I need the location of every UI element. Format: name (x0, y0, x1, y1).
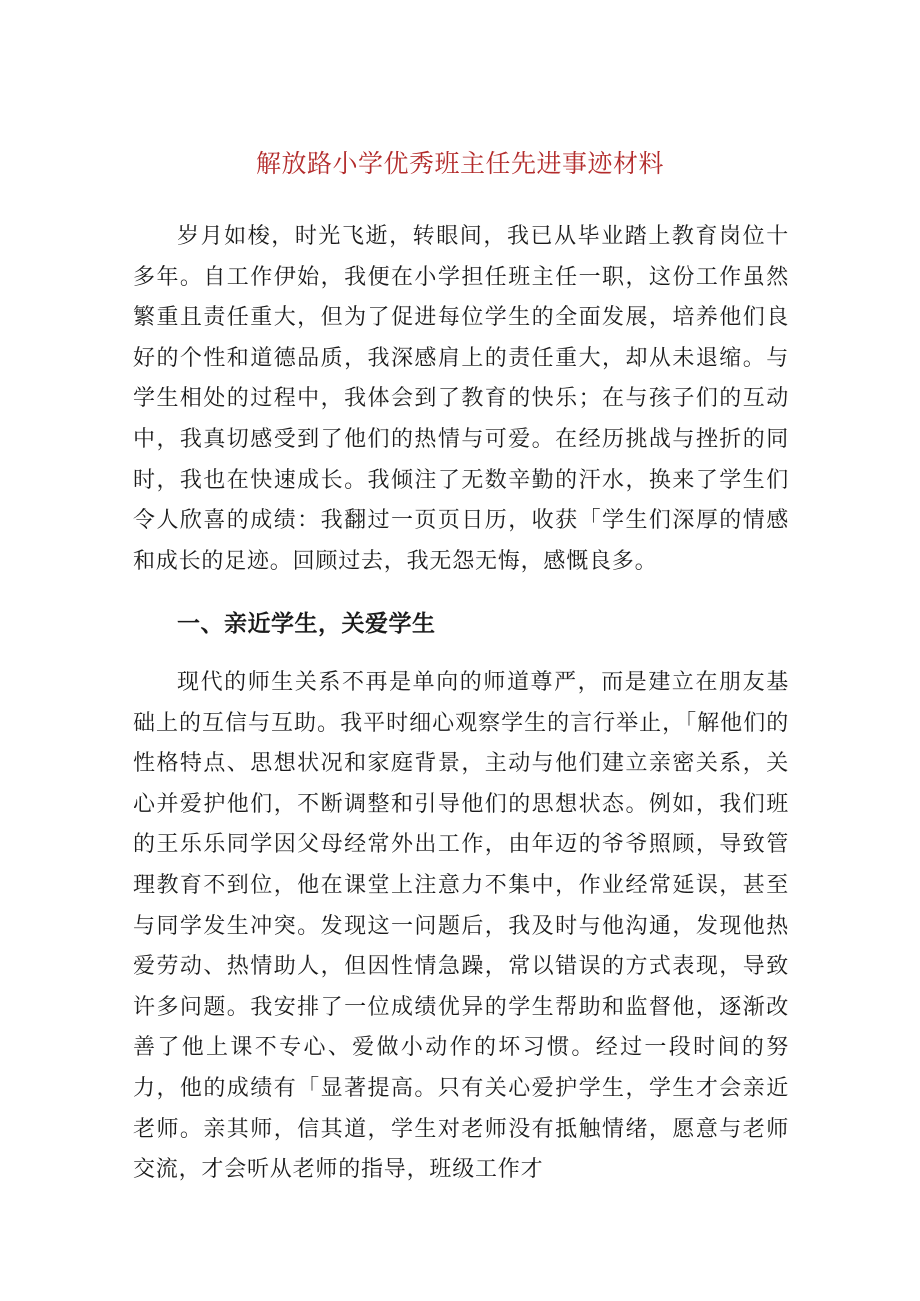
section-heading-1: 一、亲近学生，关爱学生 (177, 611, 436, 637)
document-title: 解放路小学优秀班主任先进事迹材料 (255, 149, 664, 178)
paragraph-intro: 岁月如梭，时光飞逝，转眼间，我已从毕业踏上教育岗位十多年。自工作伊始，我便在小学担任班主任一职，这份工作虽然繁重且责任重大，但为了促进每位学生的全面发展，培养他们良好的个性和道德品质，我深感肩上的责任重大，却从未退缩。与学生相处的过程中，我体会到了教育的快乐；在与孩子们的互动中，我真切感受到了他们的热情与可爱。在经历挑战与挫折的同时，我也在快速成长。我倾注了无数辛勤的汗水，换来了学生们令人欣喜的成绩：我翻过一页页日历，收获「学生们深厚的情感和成长的足迹。回顾过去，我无怨无悔，感慨良多。 (133, 224, 789, 574)
paragraph-section-1: 现代的师生关系不再是单向的师道尊严，而是建立在朋友基础上的互信与互助。我平时细心观察学生的言行举止，「解他们的性格特点、思想状况和家庭背景，主动与他们建立亲密关系，关心并爱护他们，不断调整和引导他们的思想状态。例如，我们班的王乐乐同学因父母经常外出工作，由年迈的爷爷照顾，导致管理教育不到位，他在课堂上注意力不集中，作业经常延误，甚至与同学发生冲突。发现这一问题后，我及时与他沟通，发现他热爱劳动、热情助人，但因性情急躁，常以错误的方式表现，导致许多问题。我安排了一位成绩优异的学生帮助和监督他，逐渐改善了他上课不专心、爱做小动作的坏习惯。经过一段时间的努力，他的成绩有「显著提高。只有关心爱护学生，学生才会亲近老师。亲其师，信其道，学生对老师没有抵触情绪，愿意与老师交流，才会听从老师的指导，班级工作才 (133, 670, 789, 1183)
